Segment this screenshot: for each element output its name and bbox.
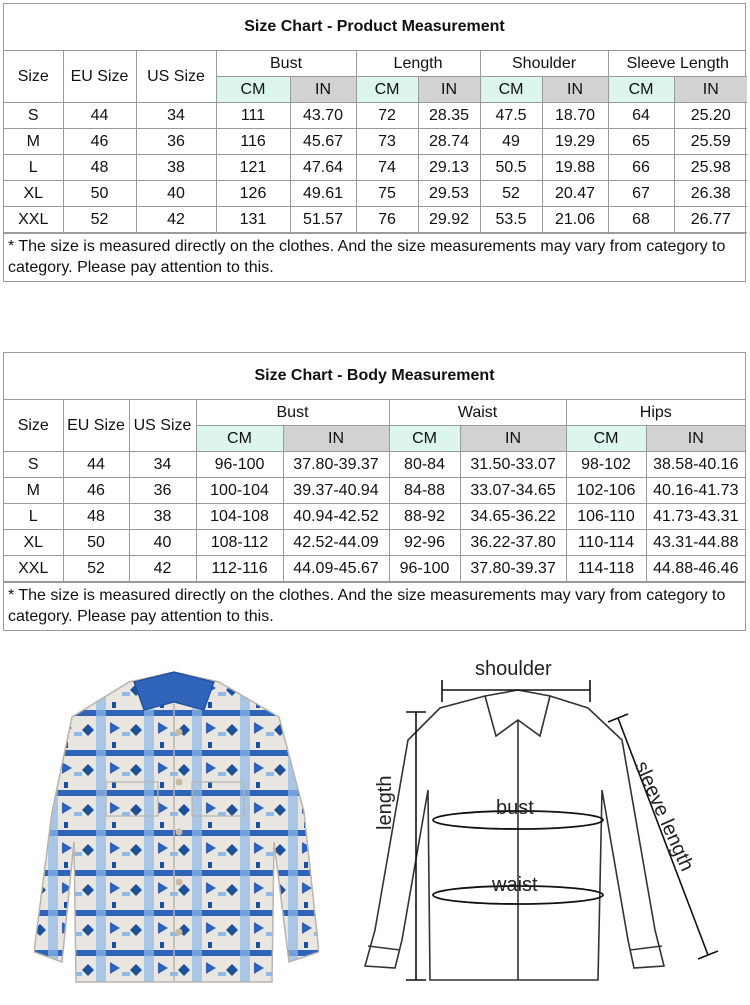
us-size-header: US Size: [136, 51, 216, 103]
table-cell: 72: [356, 103, 418, 129]
shoulder-header: Shoulder: [480, 51, 608, 77]
table-cell: 43.70: [290, 103, 356, 129]
table-cell: 38.58-40.16: [646, 452, 745, 478]
table-cell: 29.13: [418, 155, 480, 181]
table-row: [4, 452, 745, 478]
in-header: IN: [460, 426, 566, 452]
cm-header: CM: [566, 426, 646, 452]
cm-header: CM: [389, 426, 460, 452]
table-cell: 48: [63, 155, 136, 181]
product-size-table: [4, 51, 747, 233]
us-size-header: US Size: [129, 400, 196, 452]
table-cell: 73: [356, 129, 418, 155]
table-cell: 47.64: [290, 155, 356, 181]
table-cell: XXL: [4, 207, 63, 233]
body-table-body: [4, 452, 745, 582]
table-cell: 64: [608, 103, 674, 129]
table-cell: 36: [129, 478, 196, 504]
table-cell: 29.53: [418, 181, 480, 207]
product-chart-title: Size Chart - Product Measurement: [4, 4, 745, 51]
in-header: IN: [542, 77, 608, 103]
table-cell: 111: [216, 103, 290, 129]
table-cell: 42: [136, 207, 216, 233]
waist-header: Waist: [389, 400, 566, 426]
size-header: Size: [4, 400, 63, 452]
table-cell: 40: [129, 530, 196, 556]
body-note: * The size is measured directly on the clothes. And the size measurements may vary from category to category. Please pay attention to this.: [4, 582, 745, 630]
cm-header: CM: [196, 426, 283, 452]
table-cell: 74: [356, 155, 418, 181]
table-cell: S: [4, 103, 63, 129]
table-row: [4, 504, 745, 530]
table-cell: 40.94-42.52: [283, 504, 389, 530]
table-cell: 26.38: [674, 181, 747, 207]
table-cell: 46: [63, 129, 136, 155]
table-cell: 75: [356, 181, 418, 207]
table-cell: S: [4, 452, 63, 478]
body-size-chart: [3, 352, 746, 631]
table-cell: 104-108: [196, 504, 283, 530]
table-cell: 20.47: [542, 181, 608, 207]
table-cell: 68: [608, 207, 674, 233]
table-cell: 34.65-36.22: [460, 504, 566, 530]
table-cell: 92-96: [389, 530, 460, 556]
table-cell: 50: [63, 181, 136, 207]
waist-label: waist: [492, 874, 538, 896]
table-cell: 31.50-33.07: [460, 452, 566, 478]
in-header: IN: [290, 77, 356, 103]
table-cell: 37.80-39.37: [460, 556, 566, 582]
table-cell: 28.74: [418, 129, 480, 155]
table-cell: 67: [608, 181, 674, 207]
bust-header: Bust: [216, 51, 356, 77]
table-cell: L: [4, 504, 63, 530]
table-cell: 96-100: [389, 556, 460, 582]
table-row: [4, 556, 745, 582]
table-cell: M: [4, 129, 63, 155]
table-cell: 36.22-37.80: [460, 530, 566, 556]
table-cell: 44.09-45.67: [283, 556, 389, 582]
table-cell: 65: [608, 129, 674, 155]
table-cell: 53.5: [480, 207, 542, 233]
table-cell: 43.31-44.88: [646, 530, 745, 556]
table-row: [4, 478, 745, 504]
in-header: IN: [674, 77, 747, 103]
size-header: Size: [4, 51, 63, 103]
table-cell: 44: [63, 452, 129, 478]
table-cell: 108-112: [196, 530, 283, 556]
table-cell: 47.5: [480, 103, 542, 129]
table-cell: 88-92: [389, 504, 460, 530]
table-cell: 44: [63, 103, 136, 129]
in-header: IN: [418, 77, 480, 103]
table-cell: 126: [216, 181, 290, 207]
table-cell: 40.16-41.73: [646, 478, 745, 504]
table-cell: 48: [63, 504, 129, 530]
table-cell: 49.61: [290, 181, 356, 207]
table-cell: 52: [480, 181, 542, 207]
table-row: [4, 181, 747, 207]
table-cell: 51.57: [290, 207, 356, 233]
table-row: [4, 129, 747, 155]
body-header-row: [4, 400, 745, 426]
shirt-illustration: [34, 662, 319, 990]
table-row: [4, 530, 745, 556]
table-cell: 26.77: [674, 207, 747, 233]
table-cell: L: [4, 155, 63, 181]
eu-size-header: EU Size: [63, 51, 136, 103]
table-cell: 96-100: [196, 452, 283, 478]
table-cell: 36: [136, 129, 216, 155]
cm-header: CM: [480, 77, 542, 103]
sleeve-length-header: Sleeve Length: [608, 51, 747, 77]
table-cell: 66: [608, 155, 674, 181]
table-cell: XL: [4, 181, 63, 207]
table-cell: 106-110: [566, 504, 646, 530]
table-cell: 34: [129, 452, 196, 478]
measurement-diagram: [350, 650, 750, 1000]
length-header: Length: [356, 51, 480, 77]
table-cell: 131: [216, 207, 290, 233]
cm-header: CM: [356, 77, 418, 103]
table-cell: 52: [63, 207, 136, 233]
table-cell: 28.35: [418, 103, 480, 129]
shoulder-label: shoulder: [475, 658, 552, 680]
table-cell: 34: [136, 103, 216, 129]
table-cell: 116: [216, 129, 290, 155]
table-cell: 25.20: [674, 103, 747, 129]
table-cell: 100-104: [196, 478, 283, 504]
shirt-outline-drawing: [350, 650, 750, 1000]
cm-header: CM: [608, 77, 674, 103]
table-cell: 25.98: [674, 155, 747, 181]
table-cell: 38: [136, 155, 216, 181]
table-cell: 46: [63, 478, 129, 504]
shirt-photo: [34, 662, 319, 990]
table-cell: 33.07-34.65: [460, 478, 566, 504]
table-cell: 50.5: [480, 155, 542, 181]
table-cell: 19.29: [542, 129, 608, 155]
product-header-row: [4, 51, 747, 77]
bust-header: Bust: [196, 400, 389, 426]
eu-size-header: EU Size: [63, 400, 129, 452]
table-row: [4, 103, 747, 129]
table-cell: XXL: [4, 556, 63, 582]
table-cell: 19.88: [542, 155, 608, 181]
table-cell: 121: [216, 155, 290, 181]
sleeve-length-label: sleeve length: [629, 758, 698, 875]
length-label: length: [374, 775, 396, 830]
hips-header: Hips: [566, 400, 745, 426]
table-cell: 42.52-44.09: [283, 530, 389, 556]
table-cell: 50: [63, 530, 129, 556]
table-cell: 52: [63, 556, 129, 582]
table-cell: 40: [136, 181, 216, 207]
product-note: * The size is measured directly on the clothes. And the size measurements may vary from category to category. Please pay attention to this.: [4, 233, 745, 281]
body-size-table: [4, 400, 745, 582]
table-cell: 42: [129, 556, 196, 582]
table-row: [4, 207, 747, 233]
table-cell: 110-114: [566, 530, 646, 556]
product-table-body: [4, 103, 747, 233]
table-cell: 45.67: [290, 129, 356, 155]
table-row: [4, 155, 747, 181]
table-cell: 76: [356, 207, 418, 233]
table-cell: 25.59: [674, 129, 747, 155]
table-cell: 39.37-40.94: [283, 478, 389, 504]
bust-label: bust: [496, 797, 534, 819]
table-cell: 29.92: [418, 207, 480, 233]
table-cell: 37.80-39.37: [283, 452, 389, 478]
cm-header: CM: [216, 77, 290, 103]
table-cell: M: [4, 478, 63, 504]
product-size-chart: [3, 3, 746, 282]
table-cell: 98-102: [566, 452, 646, 478]
in-header: IN: [646, 426, 745, 452]
table-cell: 80-84: [389, 452, 460, 478]
table-cell: 44.88-46.46: [646, 556, 745, 582]
table-cell: 41.73-43.31: [646, 504, 745, 530]
table-cell: 38: [129, 504, 196, 530]
table-cell: 49: [480, 129, 542, 155]
table-cell: XL: [4, 530, 63, 556]
table-cell: 18.70: [542, 103, 608, 129]
body-chart-title: Size Chart - Body Measurement: [4, 353, 745, 400]
table-cell: 112-116: [196, 556, 283, 582]
table-cell: 102-106: [566, 478, 646, 504]
table-cell: 21.06: [542, 207, 608, 233]
in-header: IN: [283, 426, 389, 452]
table-cell: 114-118: [566, 556, 646, 582]
table-cell: 84-88: [389, 478, 460, 504]
